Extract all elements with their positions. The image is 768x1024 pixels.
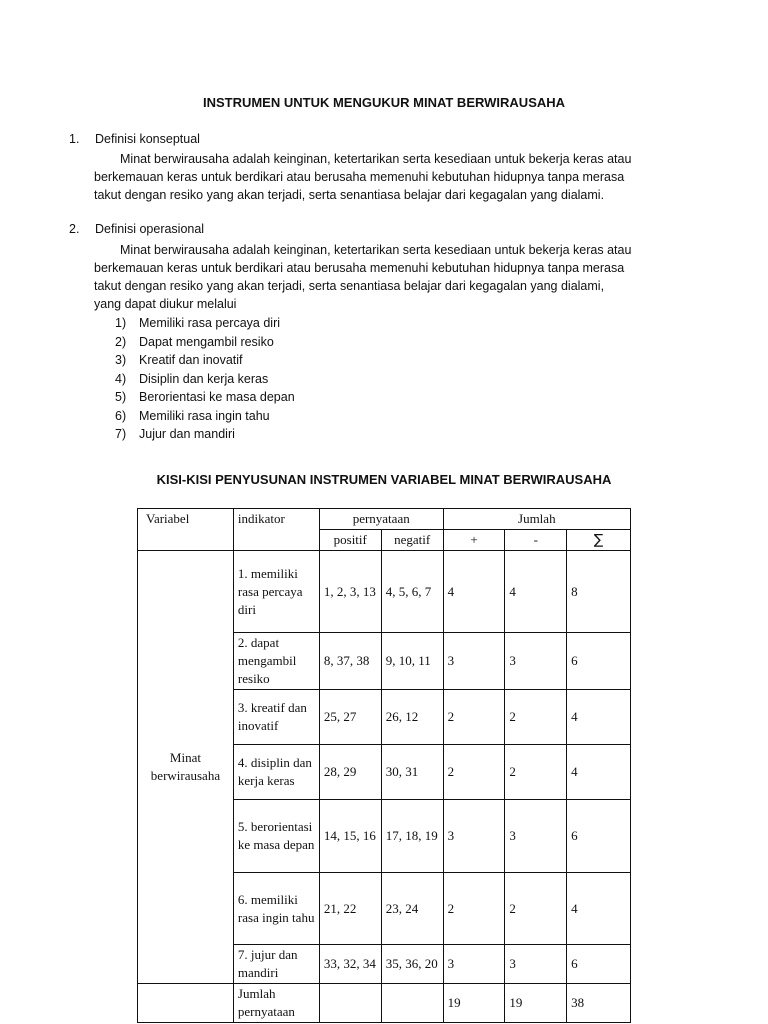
section-2-heading	[69, 222, 204, 236]
list-item	[115, 333, 295, 352]
list-item-text: Dapat mengambil resiko	[139, 334, 274, 349]
header-minus: -	[505, 530, 567, 551]
document-title: INSTRUMEN UNTUK MENGUKUR MINAT BERWIRAUSAHA	[202, 95, 566, 110]
sum-cell: 4	[567, 690, 631, 745]
list-item	[115, 314, 295, 333]
list-item	[115, 407, 295, 426]
positif-cell: 1, 2, 3, 13	[319, 551, 381, 633]
indikator-cell: 7. jujur dan mandiri	[233, 945, 319, 984]
list-item	[115, 351, 295, 370]
list-item	[115, 388, 295, 407]
negatif-cell: 9, 10, 11	[381, 633, 443, 690]
section-2-line: Minat berwirausaha adalah keinginan, ketertarikan serta kesediaan untuk bekerja keras atau	[120, 243, 632, 257]
plus-cell: 2	[443, 690, 505, 745]
indikator-cell: 2. dapat mengambil resiko	[233, 633, 319, 690]
positif-cell: 33, 32, 34	[319, 945, 381, 984]
list-item-number: 1)	[115, 316, 127, 330]
section-2-title: Definisi operasional	[95, 222, 205, 236]
header-jumlah: Jumlah	[443, 509, 630, 530]
list-item-number: 7)	[115, 427, 127, 441]
table-total-row	[138, 984, 631, 1023]
header-pernyataan: pernyataan	[319, 509, 443, 530]
negatif-cell: 23, 24	[381, 873, 443, 945]
negatif-cell: 4, 5, 6, 7	[381, 551, 443, 633]
positif-cell: 14, 15, 16	[319, 800, 381, 873]
plus-cell: 3	[443, 945, 505, 984]
section-1-number: 1.	[69, 132, 80, 146]
minus-cell: 3	[505, 945, 567, 984]
positif-cell: 28, 29	[319, 745, 381, 800]
table-row	[138, 551, 631, 633]
kisi-table	[137, 508, 631, 1023]
sum-cell: 4	[567, 745, 631, 800]
section-1-title: Definisi konseptual	[95, 132, 200, 146]
header-indikator: indikator	[233, 509, 319, 551]
section-1-line: Minat berwirausaha adalah keinginan, ketertarikan serta kesediaan untuk bekerja keras atau	[120, 152, 632, 166]
total-label-cell: Jumlah pernyataan	[233, 984, 319, 1023]
indikator-cell: 5. berorientasi ke masa depan	[233, 800, 319, 873]
list-item-number: 2)	[115, 334, 127, 349]
header-variabel: Variabel	[138, 509, 234, 551]
section-1-heading	[69, 132, 200, 146]
sum-cell: 6	[567, 800, 631, 873]
plus-cell: 3	[443, 633, 505, 690]
list-item-number: 6)	[115, 408, 127, 423]
indikator-cell: 1. memiliki rasa percaya diri	[233, 551, 319, 633]
positif-cell: 21, 22	[319, 873, 381, 945]
negatif-cell: 17, 18, 19	[381, 800, 443, 873]
total-plus-cell: 19	[443, 984, 505, 1023]
section-1-paragraph	[94, 150, 694, 204]
indikator-cell: 3. kreatif dan inovatif	[233, 690, 319, 745]
total-minus-cell: 19	[505, 984, 567, 1023]
total-empty-cell	[381, 984, 443, 1023]
section-2-number: 2.	[69, 222, 80, 236]
minus-cell: 3	[505, 800, 567, 873]
total-empty-cell	[138, 984, 234, 1023]
list-item	[115, 425, 295, 444]
section-2-line: berkemauan keras untuk berdikari atau berusaha memenuhi kebutuhan hidupnya tanpa merasa	[94, 261, 625, 275]
sum-cell: 6	[567, 945, 631, 984]
sum-cell: 8	[567, 551, 631, 633]
list-item-text: Kreatif dan inovatif	[139, 353, 243, 367]
indicator-list	[115, 314, 295, 444]
section-2-line: yang dapat diukur melalui	[94, 297, 237, 311]
section-1-line: takut dengan resiko yang akan terjadi, serta senantiasa belajar dari kegagalan yang dialami.	[94, 188, 605, 202]
indikator-cell: 6. memiliki rasa ingin tahu	[233, 873, 319, 945]
kisi-title: KISI-KISI PENYUSUNAN INSTRUMEN VARIABEL MINAT BERWIRAUSAHA	[156, 472, 612, 487]
sigma-icon: ∑	[567, 530, 631, 551]
variabel-cell: Minat berwirausaha	[138, 551, 234, 984]
section-2-paragraph	[94, 241, 694, 313]
positif-cell: 25, 27	[319, 690, 381, 745]
list-item	[115, 370, 295, 389]
header-negatif: negatif	[381, 530, 443, 551]
minus-cell: 4	[505, 551, 567, 633]
total-sum-cell: 38	[567, 984, 631, 1023]
header-positif: positif	[319, 530, 381, 551]
minus-cell: 2	[505, 873, 567, 945]
negatif-cell: 30, 31	[381, 745, 443, 800]
list-item-text: Memiliki rasa ingin tahu	[139, 408, 270, 423]
list-item-text: Memiliki rasa percaya diri	[139, 316, 281, 330]
section-2-line: takut dengan resiko yang akan terjadi, serta senantiasa belajar dari kegagalan yang dialami,	[94, 279, 605, 293]
positif-cell: 8, 37, 38	[319, 633, 381, 690]
list-item-number: 4)	[115, 371, 127, 386]
list-item-text: Berorientasi ke masa depan	[139, 390, 295, 404]
plus-cell: 3	[443, 800, 505, 873]
minus-cell: 2	[505, 745, 567, 800]
indikator-cell: 4. disiplin dan kerja keras	[233, 745, 319, 800]
negatif-cell: 35, 36, 20	[381, 945, 443, 984]
plus-cell: 4	[443, 551, 505, 633]
minus-cell: 2	[505, 690, 567, 745]
list-item-text: Jujur dan mandiri	[139, 427, 235, 441]
table-header-row	[138, 509, 631, 530]
list-item-number: 5)	[115, 390, 127, 404]
minus-cell: 3	[505, 633, 567, 690]
section-1-line: berkemauan keras untuk berdikari atau berusaha memenuhi kebutuhan hidupnya tanpa merasa	[94, 170, 625, 184]
sum-cell: 4	[567, 873, 631, 945]
sum-cell: 6	[567, 633, 631, 690]
plus-cell: 2	[443, 873, 505, 945]
negatif-cell: 26, 12	[381, 690, 443, 745]
header-plus: +	[443, 530, 505, 551]
list-item-text: Disiplin dan kerja keras	[139, 371, 269, 386]
plus-cell: 2	[443, 745, 505, 800]
total-empty-cell	[319, 984, 381, 1023]
list-item-number: 3)	[115, 353, 127, 367]
